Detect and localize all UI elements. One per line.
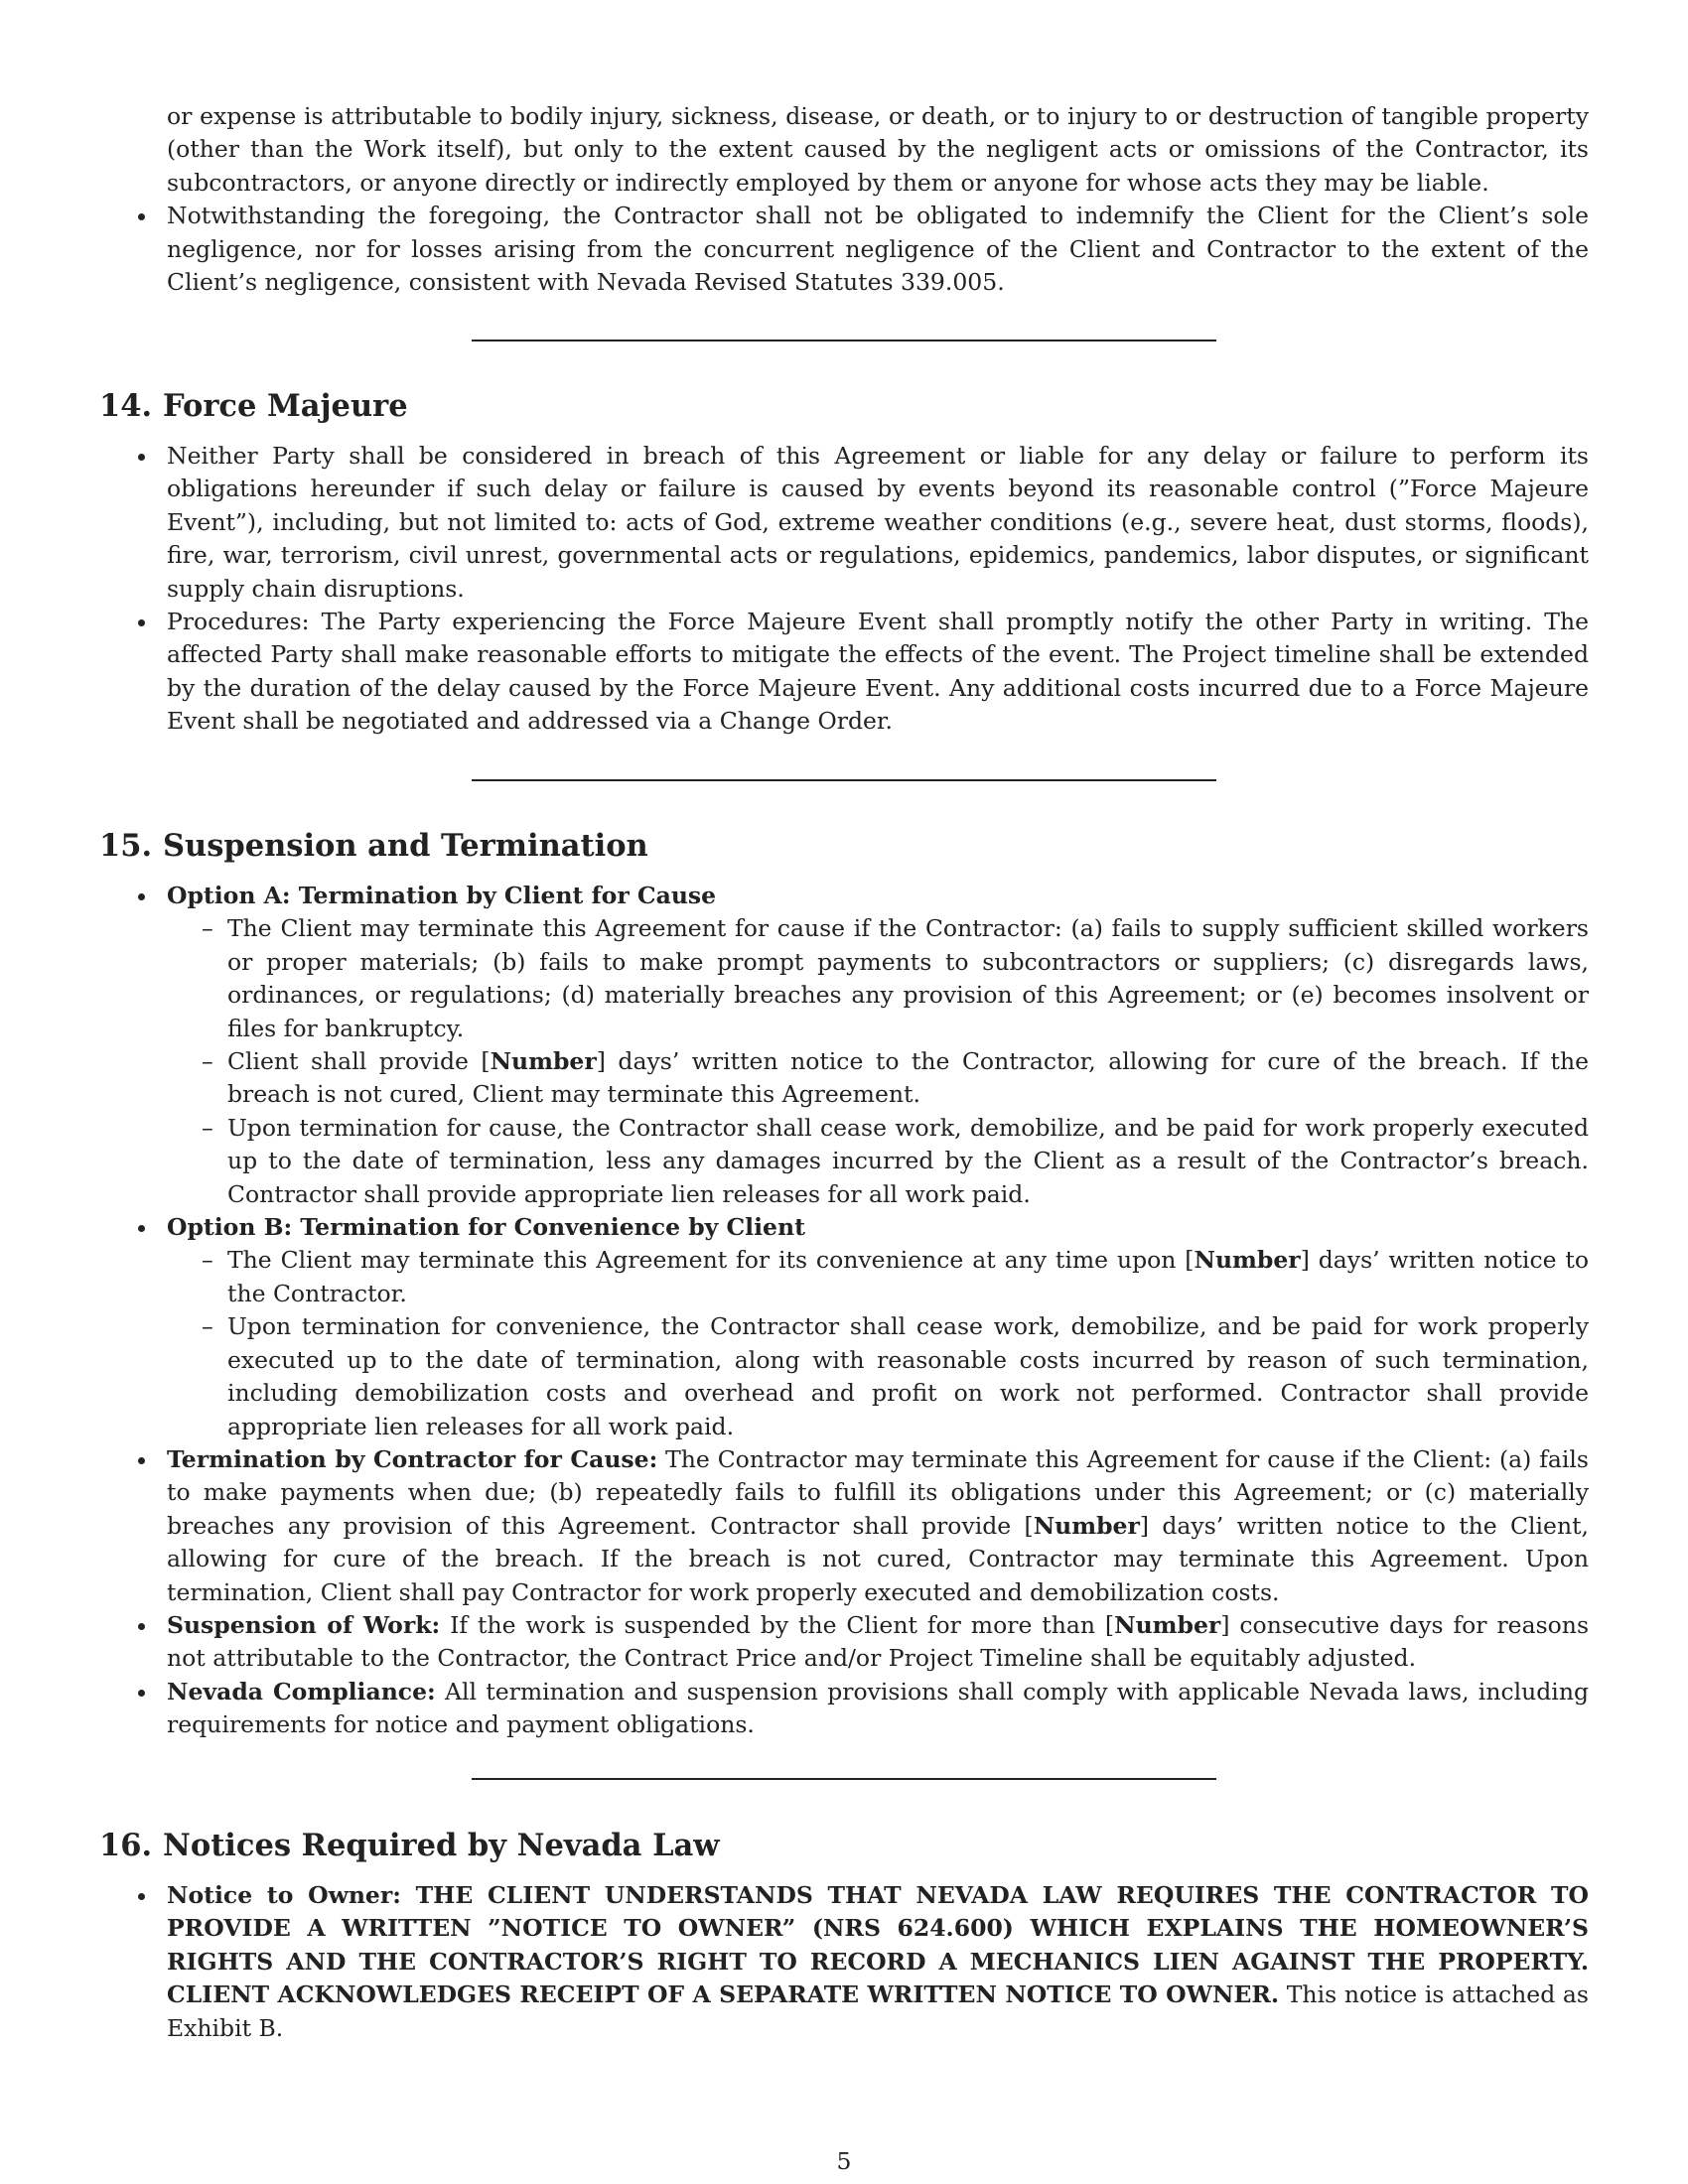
- text-run: All termination and suspension provisions shall comply with applicable Nevada laws, including requirements for notice and payment obligations.: [167, 1677, 1590, 1739]
- continuation-list: [99, 200, 1589, 299]
- section-heading-force-majeure: [99, 388, 408, 424]
- text-run: This notice is attached as Exhibit B.: [167, 1980, 1589, 2042]
- section-title: Notices Required by Nevada Law: [163, 1828, 720, 1863]
- item-label: Termination by Contractor for Cause:: [167, 1444, 658, 1473]
- text-run: ] days’ written notice to the Contractor.: [227, 1246, 1590, 1307]
- list-item-nevada-compliance: [99, 1676, 1589, 1742]
- text-run: The Client may terminate this Agreement for its convenience at any time upon [: [227, 1246, 1195, 1275]
- text-run: Client shall provide [: [227, 1047, 491, 1076]
- section-title: Force Majeure: [163, 388, 408, 424]
- list-item: Notwithstanding the foregoing, the Contractor shall not be obligated to indemnify the Client for the Client’s sole negligence, nor for losses arising from the concurrent negligence of the Client and Contractor to the extent of the Client’s negligence, consistent with Nevada Revised Statutes 339.005.: [99, 200, 1589, 299]
- text-run: If the work is suspended by the Client for more than [: [440, 1610, 1115, 1639]
- option-b-heading: Option B: Termination for Convenience by Client: [167, 1213, 805, 1242]
- section-divider: [472, 1778, 1216, 1780]
- item-label: Notice to Owner:: [167, 1881, 401, 1909]
- list-item: Procedures: The Party experiencing the Force Majeure Event shall promptly notify the other Party in writing. The affected Party shall make reasonable efforts to mitigate the effects of the event. The Project timeline shall be extended by the duration of the delay caused by the Force Majeure Event. Any additional costs incurred due to a Force Majeure Event shall be negotiated and addressed via a Change Order.: [99, 606, 1589, 739]
- indemnification-continuation: [99, 100, 1589, 299]
- force-majeure-body: [99, 440, 1589, 739]
- placeholder-number: Number: [1033, 1511, 1140, 1540]
- suspension-termination-body: [99, 880, 1589, 1742]
- sub-list-item: – The Client may terminate this Agreement for cause if the Contractor: (a) fails to supply sufficient skilled workers or proper materials; (b) fails to make prompt payments to subcontractors or suppliers; (c) disregards laws, ordinances, or regulations; (d) materially breaches any provision of this Agreement; or (e) becomes insolvent or files for bankruptcy.: [167, 912, 1589, 1045]
- placeholder-number: Number: [1114, 1610, 1221, 1639]
- list-item-option-b: [99, 1211, 1589, 1443]
- list-item-option-a: [99, 880, 1589, 1211]
- force-majeure-list: [99, 440, 1589, 739]
- list-item-notice-to-owner: [99, 1879, 1589, 2045]
- item-label: Suspension of Work:: [167, 1610, 441, 1639]
- notice-caps-text: THE CLIENT UNDERSTANDS THAT NEVADA LAW REQUIRES THE CONTRACTOR TO PROVIDE A WRITTEN ”NOTICE TO OWNER” (NRS 624.600) WHICH EXPLAINS THE HOMEOWNER’S RIGHTS AND THE CONTRACTOR’S RIGHT TO RECORD A MECHANICS LIEN AGAINST THE PROPERTY. CLIENT ACKNOWLEDGES RECEIPT OF A SEPARATE WRITTEN NOTICE TO OWNER.: [167, 1881, 1590, 2009]
- option-a-sublist: [167, 912, 1589, 1211]
- sub-list-item: – Upon termination for cause, the Contractor shall cease work, demobilize, and be paid for work properly executed up to the date of termination, less any damages incurred by the Client as a result of the Contractor’s breach. Contractor shall provide appropriate lien releases for all work paid.: [167, 1112, 1589, 1211]
- continuation-paragraph: or expense is attributable to bodily injury, sickness, disease, or death, or to injury to or destruction of tangible property (other than the Work itself), but only to the extent caused by the negligent acts or omissions of the Contractor, its subcontractors, or anyone directly or indirectly employed by them or anyone for whose acts they may be liable.: [167, 102, 1589, 197]
- section-heading-suspension-termination: [99, 828, 648, 864]
- sub-list-item: [167, 1045, 1589, 1112]
- sub-list-item: – Upon termination for convenience, the Contractor shall cease work, demobilize, and be paid for work properly executed up to the date of termination, along with reasonable costs incurred by reason of such termination, including demobilization costs and overhead and profit on work not performed. Contractor shall provide appropriate lien releases for all work paid.: [167, 1310, 1589, 1443]
- section-divider: [472, 779, 1216, 781]
- list-item-suspension: [99, 1609, 1589, 1676]
- text-run: The Contractor may terminate this Agreement for cause if the Client: (a) fails to make payments when due; (b) repeatedly fails to fulfill its obligations under this Agreement; or (c) materially breaches any provision of this Agreement. Contractor shall provide [: [167, 1444, 1589, 1540]
- nevada-notices-body: [99, 1879, 1589, 2045]
- item-label: Nevada Compliance:: [167, 1677, 436, 1706]
- text-run: ] days’ written notice to the Contractor, allowing for cure of the breach. If the breach is not cured, Client may terminate this Agreement.: [227, 1047, 1589, 1109]
- sub-list-item: [167, 1244, 1589, 1310]
- suspension-termination-list: [99, 880, 1589, 1742]
- placeholder-number: Number: [490, 1047, 597, 1076]
- option-a-heading: Option A: Termination by Client for Cause: [167, 882, 717, 909]
- section-number: 16.: [99, 1828, 153, 1863]
- text-run: ] days’ written notice to the Client, allowing for cure of the breach. If the breach is not cured, Contractor may terminate this Agreement. Upon termination, Client shall pay Contractor for work properly executed and demobilization costs.: [167, 1511, 1590, 1606]
- section-number: 14.: [99, 388, 153, 424]
- list-item: Neither Party shall be considered in breach of this Agreement or liable for any delay or failure to perform its obligations hereunder if such delay or failure is caused by events beyond its reasonable control (”Force Majeure Event”), including, but not limited to: acts of God, extreme weather conditions (e.g., severe heat, dust storms, floods), fire, war, terrorism, civil unrest, governmental acts or regulations, epidemics, pandemics, labor disputes, or significant supply chain disruptions.: [99, 440, 1589, 606]
- nevada-notices-list: [99, 1879, 1589, 2045]
- list-item-contractor-termination: [99, 1443, 1589, 1609]
- placeholder-number: Number: [1194, 1246, 1301, 1275]
- section-heading-nevada-notices: [99, 1828, 720, 1863]
- option-b-sublist: [167, 1244, 1589, 1442]
- section-title: Suspension and Termination: [163, 828, 648, 864]
- page-number: 5: [836, 2147, 852, 2175]
- text-run: ] consecutive days for reasons not attributable to the Contractor, the Contract Price and/or Project Timeline shall be equitably adjusted.: [167, 1610, 1589, 1673]
- section-number: 15.: [99, 828, 153, 864]
- section-divider: [472, 340, 1216, 341]
